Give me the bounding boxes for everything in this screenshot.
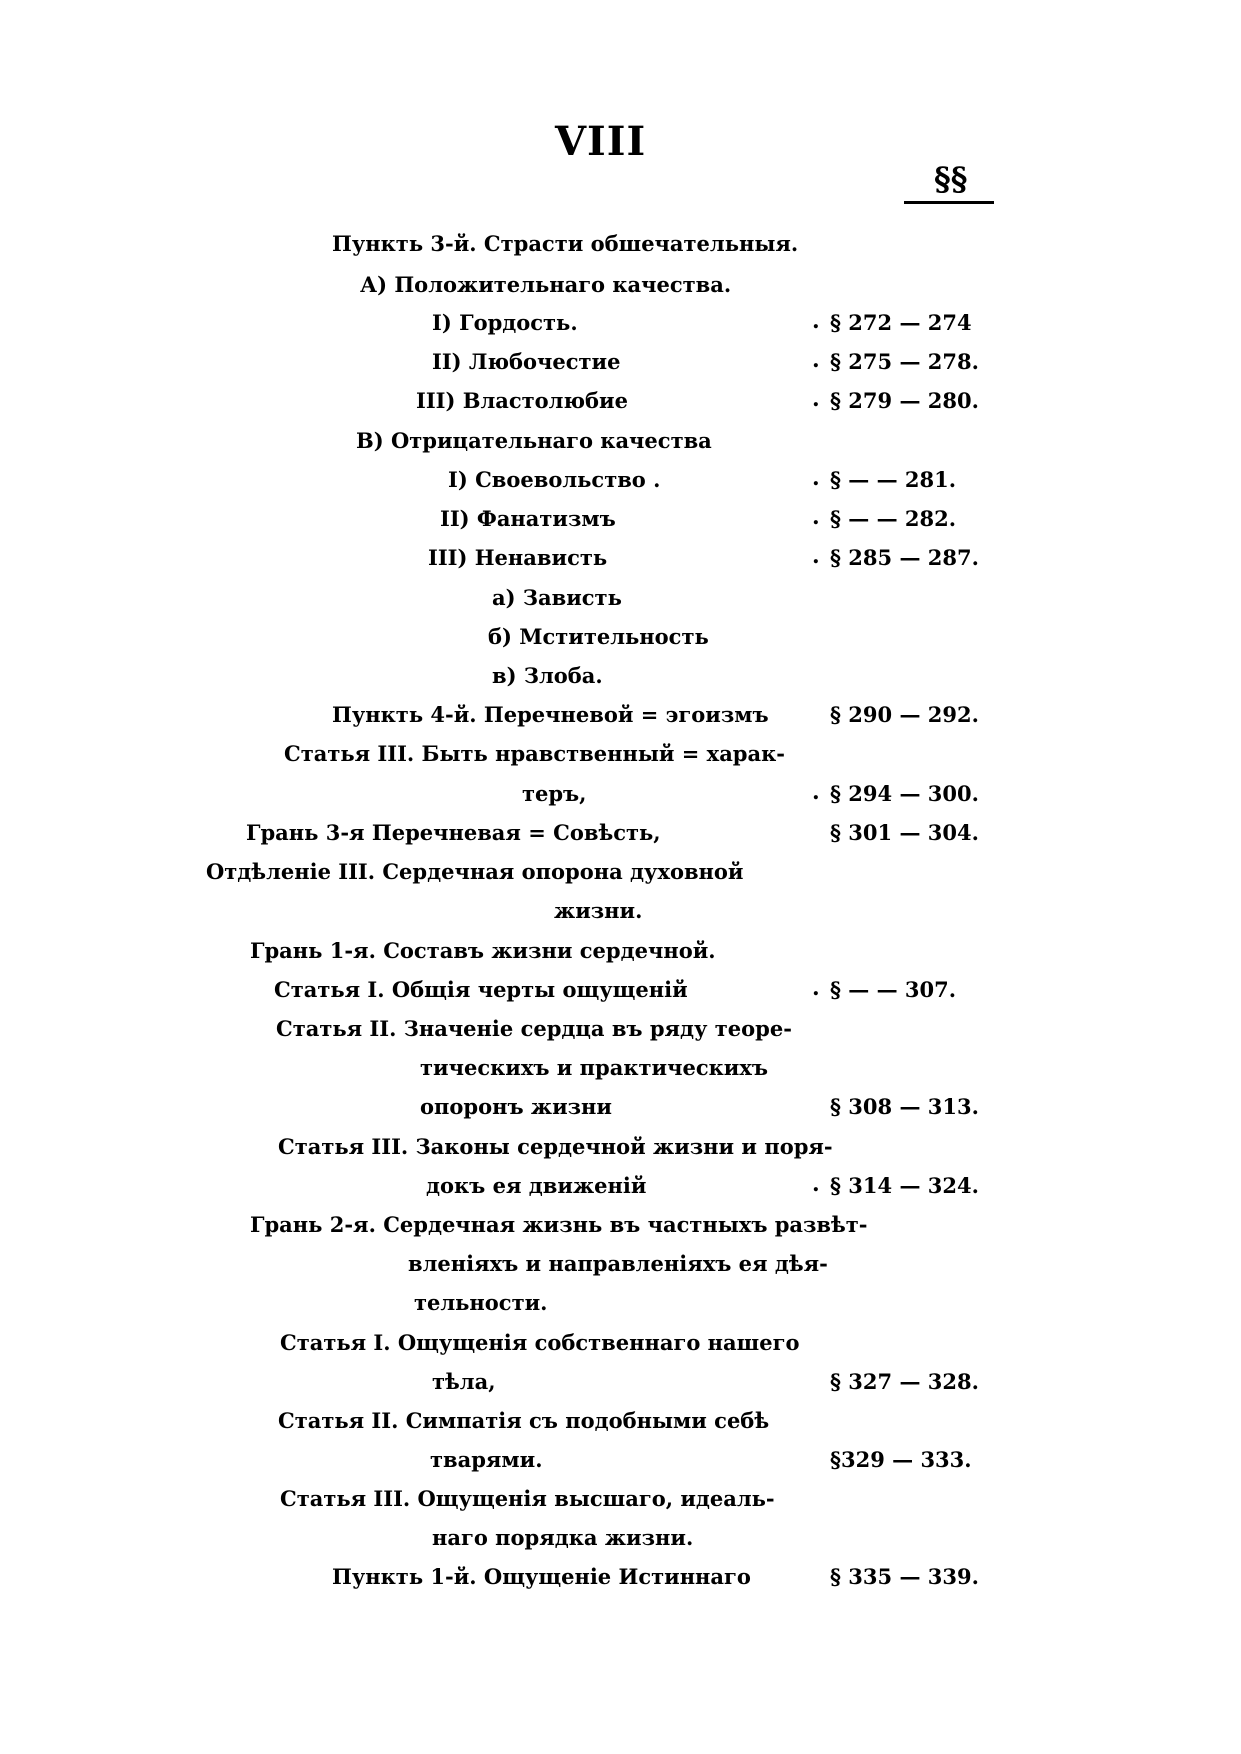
toc-entry: Статья I. Ощущенiя собственнаго нашего [280, 1330, 800, 1355]
toc-section-ref: § 308 — 313. [830, 1094, 979, 1119]
toc-section-ref: § 294 — 300. [830, 781, 979, 806]
leader-dot: . [812, 308, 820, 334]
toc-entry: опоронъ жизни [420, 1094, 612, 1119]
leader-dot: . [812, 543, 820, 569]
toc-section-ref: §329 — 333. [830, 1447, 972, 1472]
toc-entry: Отдѣленiе III. Сердечная опорона духовной [206, 859, 744, 884]
toc-entry: тельности. [414, 1290, 548, 1315]
toc-entry: тическихъ и практическихъ [420, 1055, 768, 1080]
toc-section-ref: § 285 — 287. [830, 545, 979, 570]
toc-entry: I) Своевольство . [448, 467, 661, 492]
page-number: VIII [555, 118, 647, 165]
section-column-heading: §§ [934, 160, 968, 198]
toc-section-ref: § 327 — 328. [830, 1369, 979, 1394]
toc-entry: Статья II. Значенiе сердца въ ряду теоре- [276, 1016, 792, 1041]
toc-section-ref: § 279 — 280. [830, 388, 979, 413]
toc-section-ref: § 301 — 304. [830, 820, 979, 845]
toc-entry: Статья III. Ощущенiя высшаго, идеаль- [280, 1486, 775, 1511]
toc-section-ref: § 335 — 339. [830, 1564, 979, 1589]
leader-dot: . [812, 779, 820, 805]
toc-entry: наго порядка жизни. [432, 1525, 694, 1550]
toc-entry: Пункть 3-й. Страсти обшечательныя. [332, 231, 799, 256]
toc-entry: В) Отрицательнаго качества [356, 428, 712, 453]
toc-entry: в) Злоба. [492, 663, 603, 688]
toc-entry: II) Любочестие [432, 349, 621, 374]
leader-dot: . [812, 1171, 820, 1197]
toc-entry: II) Фанатизмъ [440, 506, 616, 531]
leader-dot: . [812, 975, 820, 1001]
toc-section-ref: § 275 — 278. [830, 349, 979, 374]
leader-dot: . [812, 465, 820, 491]
leader-dot: . [812, 347, 820, 373]
toc-section-ref: § — — 307. [830, 977, 957, 1002]
toc-entry: а) Зависть [492, 585, 622, 610]
toc-entry: Пункть 1-й. Ощущенiе Истиннаго [332, 1564, 751, 1589]
toc-section-ref: § — — 281. [830, 467, 957, 492]
toc-entry: Пункть 4-й. Перечневой = эгоизмъ [332, 702, 769, 727]
toc-entry: б) Мстительность [488, 624, 709, 649]
leader-dot: . [812, 504, 820, 530]
toc-entry: I) Гордость. [432, 310, 578, 335]
toc-entry: III) Ненависть [428, 545, 608, 570]
toc-entry: теръ, [522, 781, 587, 806]
heading-underline [904, 201, 994, 204]
toc-section-ref: § 314 — 324. [830, 1173, 979, 1198]
toc-section-ref: § 272 — 274 [830, 310, 972, 335]
toc-entry: Статья III. Быть нравственный = харак- [284, 741, 785, 766]
toc-section-ref: § — — 282. [830, 506, 957, 531]
toc-entry: тварями. [430, 1447, 543, 1472]
toc-entry: Статья III. Законы сердечной жизни и поря- [278, 1134, 833, 1159]
toc-entry: вленiяхъ и направленiяхъ ея дѣя- [408, 1251, 828, 1276]
toc-entry: Грань 3-я Перечневая = Совѣсть, [246, 820, 661, 845]
toc-entry: Грань 2-я. Сердечная жизнь въ частныхъ развѣт- [250, 1212, 868, 1237]
toc-entry: тѣла, [432, 1369, 496, 1394]
toc-entry: жизни. [554, 898, 643, 923]
toc-entry: Статья I. Общiя черты ощущенiй [274, 977, 688, 1002]
toc-entry: Статья II. Симпатiя съ подобными себѣ [278, 1408, 770, 1433]
toc-entry: III) Властолюбие [416, 388, 628, 413]
toc-entry: докъ ея движенiй [426, 1173, 647, 1198]
toc-entry: Грань 1-я. Составъ жизни сердечной. [250, 938, 716, 963]
toc-section-ref: § 290 — 292. [830, 702, 979, 727]
toc-entry: А) Положительнаго качества. [360, 272, 732, 297]
leader-dot: . [812, 386, 820, 412]
